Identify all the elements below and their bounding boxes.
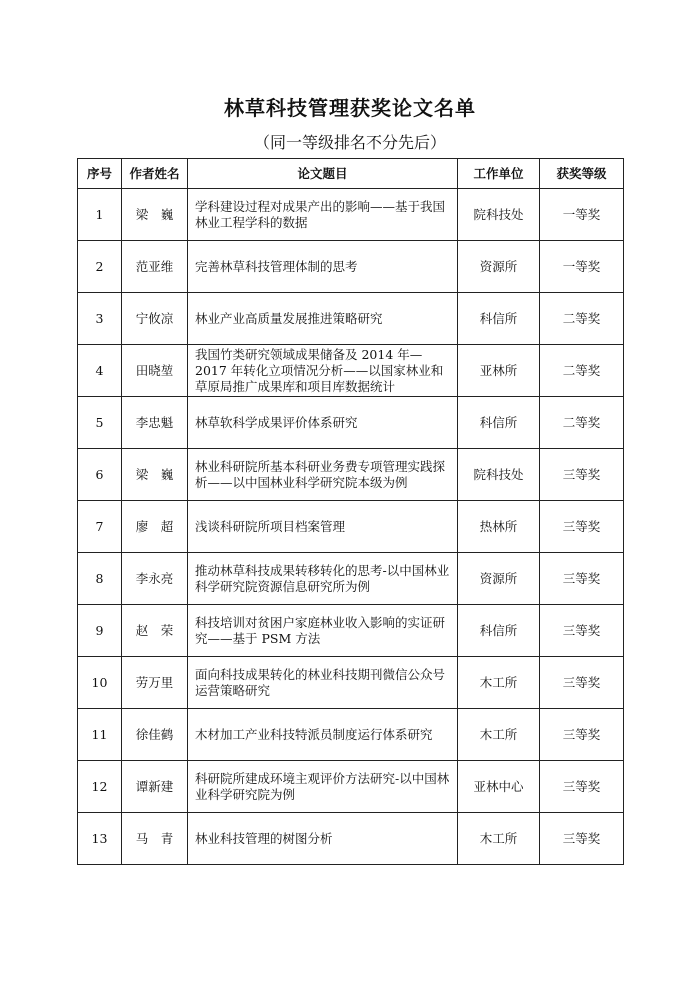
cell-no: 9 xyxy=(78,605,122,657)
table-row xyxy=(78,241,624,293)
cell-author: 范亚维 xyxy=(122,241,188,293)
cell-no: 1 xyxy=(78,189,122,241)
cell-unit: 木工所 xyxy=(458,709,540,761)
cell-author: 宁攸凉 xyxy=(122,293,188,345)
table-row xyxy=(78,293,624,345)
cell-award: 三等奖 xyxy=(540,553,624,605)
table-row xyxy=(78,397,624,449)
table-row xyxy=(78,345,624,397)
cell-no: 13 xyxy=(78,813,122,865)
cell-no: 12 xyxy=(78,761,122,813)
cell-unit: 科信所 xyxy=(458,293,540,345)
table-row xyxy=(78,709,624,761)
cell-author: 梁 巍 xyxy=(122,449,188,501)
table-row xyxy=(78,813,624,865)
header-row xyxy=(78,159,624,189)
cell-no: 7 xyxy=(78,501,122,553)
cell-title: 林草软科学成果评价体系研究 xyxy=(188,397,458,449)
table-body xyxy=(78,189,624,865)
cell-no: 11 xyxy=(78,709,122,761)
cell-no: 6 xyxy=(78,449,122,501)
cell-author: 李永亮 xyxy=(122,553,188,605)
table-row xyxy=(78,553,624,605)
cell-title: 面向科技成果转化的林业科技期刊微信公众号运营策略研究 xyxy=(188,657,458,709)
table-header xyxy=(78,159,624,189)
header-award: 获奖等级 xyxy=(540,159,624,189)
cell-title: 林业科技管理的树图分析 xyxy=(188,813,458,865)
cell-title: 推动林草科技成果转移转化的思考-以中国林业科学研究院资源信息研究所为例 xyxy=(188,553,458,605)
cell-author: 徐佳鹤 xyxy=(122,709,188,761)
cell-author: 田晓堃 xyxy=(122,345,188,397)
cell-no: 10 xyxy=(78,657,122,709)
cell-award: 二等奖 xyxy=(540,397,624,449)
cell-title: 完善林草科技管理体制的思考 xyxy=(188,241,458,293)
cell-author: 劳万里 xyxy=(122,657,188,709)
table-row xyxy=(78,761,624,813)
cell-no: 4 xyxy=(78,345,122,397)
cell-title: 木材加工产业科技特派员制度运行体系研究 xyxy=(188,709,458,761)
award-table xyxy=(77,158,624,865)
cell-award: 二等奖 xyxy=(540,293,624,345)
cell-no: 8 xyxy=(78,553,122,605)
cell-award: 一等奖 xyxy=(540,241,624,293)
cell-author: 赵 荣 xyxy=(122,605,188,657)
document-title: 林草科技管理获奖论文名单 xyxy=(224,96,476,120)
cell-unit: 亚林所 xyxy=(458,345,540,397)
cell-author: 李忠魁 xyxy=(122,397,188,449)
cell-unit: 木工所 xyxy=(458,813,540,865)
cell-unit: 院科技处 xyxy=(458,449,540,501)
table-row xyxy=(78,449,624,501)
cell-award: 三等奖 xyxy=(540,449,624,501)
table-row xyxy=(78,657,624,709)
cell-unit: 院科技处 xyxy=(458,189,540,241)
header-author: 作者姓名 xyxy=(122,159,188,189)
cell-award: 一等奖 xyxy=(540,189,624,241)
cell-author: 谭新建 xyxy=(122,761,188,813)
cell-title: 浅谈科研院所项目档案管理 xyxy=(188,501,458,553)
cell-title: 科研院所建成环境主观评价方法研究-以中国林业科学研究院为例 xyxy=(188,761,458,813)
table-row xyxy=(78,501,624,553)
cell-unit: 资源所 xyxy=(458,553,540,605)
cell-unit: 科信所 xyxy=(458,605,540,657)
cell-award: 三等奖 xyxy=(540,813,624,865)
cell-title: 我国竹类研究领域成果储备及 2014 年—2017 年转化立项情况分析——以国家林业和草原局推广成果库和项目库数据统计 xyxy=(188,345,458,397)
cell-no: 2 xyxy=(78,241,122,293)
cell-unit: 资源所 xyxy=(458,241,540,293)
cell-title: 科技培训对贫困户家庭林业收入影响的实证研究——基于 PSM 方法 xyxy=(188,605,458,657)
cell-no: 3 xyxy=(78,293,122,345)
cell-author: 梁 巍 xyxy=(122,189,188,241)
header-no: 序号 xyxy=(78,159,122,189)
cell-unit: 科信所 xyxy=(458,397,540,449)
cell-award: 三等奖 xyxy=(540,501,624,553)
cell-title: 林业科研院所基本科研业务费专项管理实践探析——以中国林业科学研究院本级为例 xyxy=(188,449,458,501)
cell-award: 二等奖 xyxy=(540,345,624,397)
cell-award: 三等奖 xyxy=(540,605,624,657)
header-unit: 工作单位 xyxy=(458,159,540,189)
cell-award: 三等奖 xyxy=(540,709,624,761)
cell-author: 马 青 xyxy=(122,813,188,865)
header-title: 论文题目 xyxy=(188,159,458,189)
cell-no: 5 xyxy=(78,397,122,449)
cell-unit: 亚林中心 xyxy=(458,761,540,813)
cell-award: 三等奖 xyxy=(540,761,624,813)
cell-unit: 热林所 xyxy=(458,501,540,553)
cell-award: 三等奖 xyxy=(540,657,624,709)
table-row xyxy=(78,605,624,657)
table-row xyxy=(78,189,624,241)
cell-unit: 木工所 xyxy=(458,657,540,709)
cell-title: 学科建设过程对成果产出的影响——基于我国林业工程学科的数据 xyxy=(188,189,458,241)
document-subtitle: （同一等级排名不分先后） xyxy=(253,133,446,152)
cell-title: 林业产业高质量发展推进策略研究 xyxy=(188,293,458,345)
cell-author: 廖 超 xyxy=(122,501,188,553)
